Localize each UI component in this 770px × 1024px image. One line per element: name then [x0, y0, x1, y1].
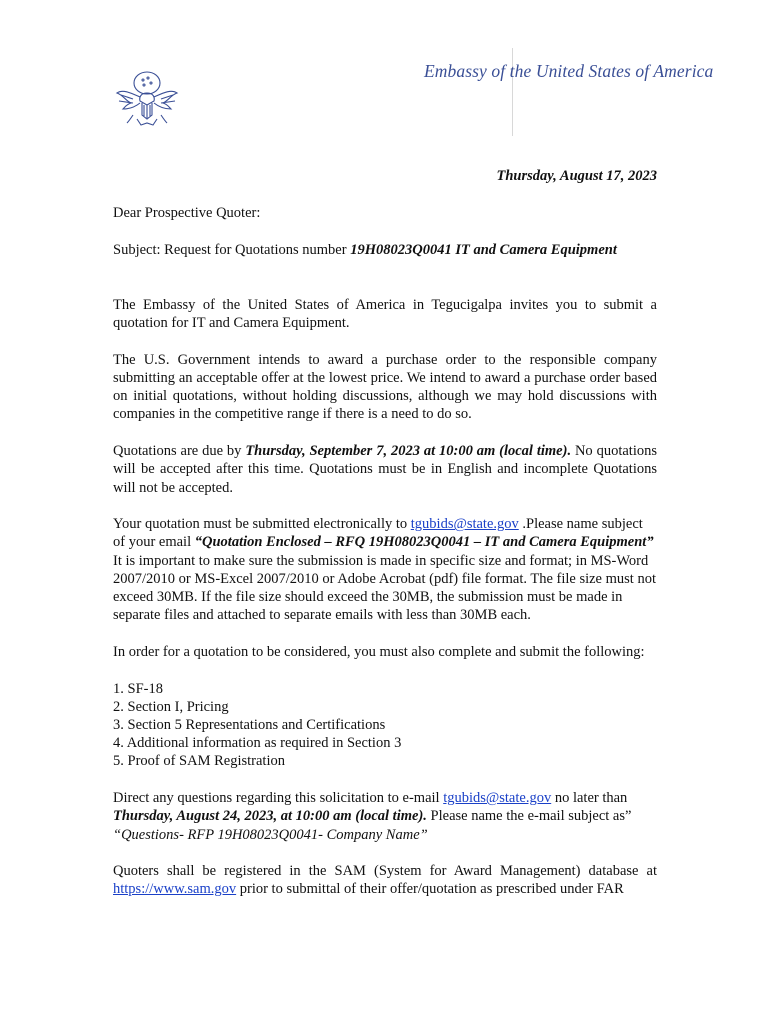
list-item: 3. Section 5 Representations and Certifications: [113, 717, 386, 734]
requirements-list: [113, 680, 657, 771]
questions-mid: no later than: [551, 790, 628, 807]
submission-prefix: Your quotation must be submitted electronically to: [113, 516, 411, 533]
rfq-reference: 19H08023Q0041 IT and Camera Equipment: [350, 241, 617, 258]
list-item: 4. Additional information as required in Section 3: [113, 735, 402, 752]
questions-subject-format: “Questions- RFP 19H08023Q0041- Company Name”: [113, 826, 428, 843]
sam-paragraph: [113, 862, 657, 898]
requirements-intro: In order for a quotation to be considered, you must also complete and submit the following:: [113, 643, 645, 660]
submission-paragraph: [113, 515, 657, 624]
due-date-paragraph: [113, 442, 657, 497]
questions-email-link[interactable]: tgubids@state.gov: [443, 790, 552, 807]
embassy-letterhead-title: Embassy of the United States of America: [424, 61, 714, 81]
list-item: 1. SF-18: [113, 680, 163, 697]
due-suffix: No quotations will be accepted after this time. Quotations must be in English and incomplete Quotations will not be accepted.: [113, 443, 657, 496]
list-item: 5. Proof of SAM Registration: [113, 753, 285, 770]
letter-body: [113, 204, 657, 899]
due-prefix: Quotations are due by: [113, 443, 246, 460]
email-subject-format: “Quotation Enclosed – RFQ 19H08023Q0041 – IT and Camera Equipment”: [194, 534, 654, 551]
list-item: 2. Section I, Pricing: [113, 698, 229, 715]
submission-suffix: It is important to make sure the submission is made in specific size and format; in MS-Word 2007/2010 or MS-Excel 2007/2010 or Adobe Acrobat (pdf) file format. The file size must not exceed 30MB. If the file size should exceed the 30MB, the submission must be made in separate files and attached to separate emails with less than 30MB each.: [113, 552, 656, 624]
questions-deadline: Thursday, August 24, 2023, at 10:00 am (local time).: [113, 808, 427, 825]
submission-mid: .Please name subject of your email: [113, 516, 643, 551]
subject-line: [113, 241, 657, 259]
due-date: Thursday, September 7, 2023 at 10:00 am (local time).: [245, 443, 572, 460]
subject-prefix: Subject: Request for Quotations number: [113, 241, 351, 258]
questions-suffix: Please name the e-mail subject as”: [426, 808, 632, 825]
intro-paragraph: The Embassy of the United States of America in Tegucigalpa invites you to submit a quotation for IT and Camera Equipment.: [113, 296, 657, 332]
salutation: Dear Prospective Quoter:: [113, 205, 261, 221]
award-paragraph: The U.S. Government intends to award a purchase order to the responsible company submitting an acceptable offer at the lowest price. We intend to award a purchase order based on initial quotations, without holding discussions, although we may hold discussions with companies in the competitive range if there is a need to do so.: [113, 351, 657, 423]
submission-email-link[interactable]: tgubids@state.gov: [410, 516, 519, 533]
sam-suffix: prior to submittal of their offer/quotation as prescribed under FAR: [236, 881, 624, 898]
questions-paragraph: [113, 789, 657, 844]
questions-prefix: Direct any questions regarding this solicitation to e-mail: [113, 790, 444, 807]
letter-date: Thursday, August 17, 2023: [496, 168, 657, 184]
great-seal-icon: [113, 63, 181, 131]
sam-prefix: Quoters shall be registered in the SAM (System for Award Management) database at: [113, 863, 657, 880]
sam-website-link[interactable]: https://www.sam.gov: [113, 881, 237, 898]
